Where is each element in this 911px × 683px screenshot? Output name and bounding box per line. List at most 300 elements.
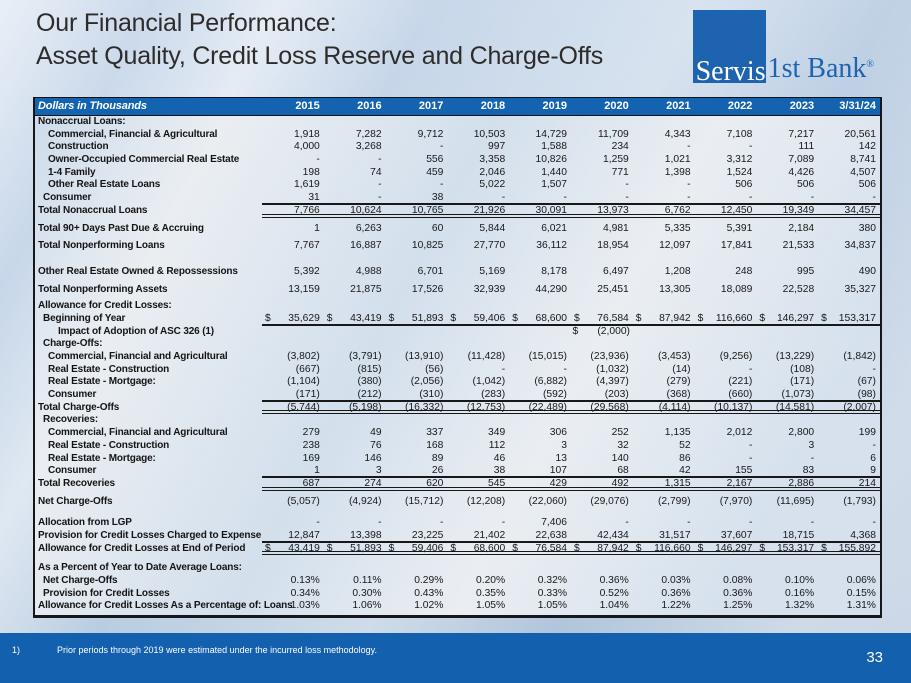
value-cell: 7,767 <box>294 240 320 252</box>
row-label: Total Nonperforming Loans <box>38 240 165 252</box>
column-header: 3/31/24 <box>839 100 876 113</box>
value-cell: (67) <box>857 376 876 388</box>
value-cell: 12,450 <box>720 204 753 216</box>
table-row <box>35 313 880 326</box>
value-cell <box>509 338 571 351</box>
value-cell: - <box>687 192 691 204</box>
value-cell: (11,695) <box>776 495 815 507</box>
value-cell <box>509 414 571 427</box>
value-cell: 11,709 <box>598 128 629 140</box>
value-cell <box>447 326 509 339</box>
value-cell: 506 <box>796 179 815 191</box>
value-cell <box>324 414 386 427</box>
value-cell: (5,057) <box>287 495 320 507</box>
value-cell: 18,715 <box>782 529 815 541</box>
table-row <box>35 453 880 466</box>
value-cell: 0.33% <box>537 587 567 599</box>
value-number: 68,600 <box>535 312 567 324</box>
value-cell <box>509 116 571 129</box>
value-cell: - <box>748 363 753 375</box>
value-cell: 4,343 <box>664 128 691 140</box>
value-cell: 6 <box>870 452 876 464</box>
value-cell: 18,089 <box>720 283 753 295</box>
value-cell <box>818 562 880 575</box>
value-cell <box>756 116 818 129</box>
value-cell: 4,981 <box>603 222 629 234</box>
value-cell: 13,305 <box>659 283 691 295</box>
value-cell: 3 <box>808 439 815 451</box>
dollar-sign: $ <box>697 542 704 554</box>
value-cell: 1 <box>314 222 320 234</box>
value-cell: 20,561 <box>844 128 876 140</box>
value-cell: (4,114) <box>658 401 691 413</box>
value-cell: 32,939 <box>473 283 506 295</box>
value-cell <box>819 326 881 339</box>
value-cell: (3,453) <box>657 351 691 362</box>
value-cell <box>447 300 509 313</box>
value-cell <box>695 562 757 575</box>
value-cell: 25,451 <box>597 283 629 295</box>
value-cell: 0.11% <box>353 575 382 586</box>
value-cell: 2,167 <box>726 477 753 489</box>
value-cell: 14,729 <box>535 128 567 140</box>
value-cell: 74 <box>370 166 382 178</box>
value-cell: (2,056) <box>410 376 444 388</box>
value-cell: (380) <box>357 376 382 388</box>
value-cell: 2,886 <box>788 477 815 489</box>
value-cell: 7,217 <box>788 128 815 140</box>
row-values <box>262 389 880 402</box>
table-row <box>35 284 880 297</box>
value-cell: (2,799) <box>657 495 691 507</box>
value-cell: (15,015) <box>528 351 567 362</box>
column-header: 2018 <box>480 100 506 113</box>
value-cell: 459 <box>426 166 444 178</box>
value-cell <box>818 313 880 324</box>
value-cell: (1,842) <box>843 351 876 362</box>
value-cell <box>756 338 818 351</box>
value-cell <box>386 313 448 324</box>
asset-quality-table <box>33 97 882 618</box>
table-row <box>35 240 880 253</box>
value-cell: 35,327 <box>844 283 876 295</box>
row-label: Construction <box>48 141 109 153</box>
value-cell: 1,398 <box>664 166 691 178</box>
value-cell: 7,282 <box>355 128 382 140</box>
row-label: Total 90+ Days Past Due & Accruing <box>38 222 204 234</box>
table-row <box>35 530 880 543</box>
footer-band <box>0 633 911 683</box>
value-cell: 4,368 <box>850 529 876 541</box>
value-cell: 506 <box>858 179 876 191</box>
value-cell: 0.43% <box>414 587 444 599</box>
value-cell <box>447 543 509 552</box>
value-cell <box>262 326 324 339</box>
value-cell: 23,225 <box>411 529 444 541</box>
column-header: 2016 <box>357 100 382 113</box>
value-cell <box>757 326 819 339</box>
value-cell: 5,391 <box>726 222 753 234</box>
value-cell: 140 <box>611 452 629 464</box>
value-cell <box>633 562 695 575</box>
table-row <box>35 364 880 377</box>
value-cell <box>324 543 386 552</box>
value-cell: 17,526 <box>411 283 444 295</box>
value-cell: 1.03% <box>290 600 320 612</box>
row-values <box>262 284 880 297</box>
value-cell: 274 <box>364 477 382 489</box>
value-cell: 1,524 <box>726 166 753 178</box>
row-label: Commercial, Financial and Agricultural <box>48 427 228 439</box>
value-cell: 30,091 <box>535 204 567 216</box>
value-cell: - <box>748 141 753 153</box>
value-number: 51,893 <box>350 542 382 554</box>
row-label: Beginning of Year <box>43 312 126 324</box>
value-cell: 214 <box>858 477 876 489</box>
table-row <box>35 575 880 588</box>
value-cell: 8,741 <box>850 154 876 166</box>
value-cell: 1,208 <box>664 265 691 277</box>
value-number: 153,317 <box>776 542 815 554</box>
value-cell: 1,440 <box>541 166 567 178</box>
registered-mark: ® <box>866 59 874 70</box>
row-values <box>262 376 880 389</box>
value-cell: 1,259 <box>603 154 629 166</box>
value-cell <box>262 313 324 324</box>
dollar-sign: $ <box>572 325 579 337</box>
table-row <box>35 389 880 402</box>
value-number: 43,419 <box>288 542 320 554</box>
value-cell: 556 <box>426 154 444 166</box>
value-cell: 1,021 <box>664 154 691 166</box>
row-label: Allowance for Credit Losses at End of Period <box>38 542 246 554</box>
row-values <box>262 351 880 364</box>
value-cell: 620 <box>426 477 444 489</box>
value-cell: - <box>378 192 382 204</box>
row-label: Allocation from LGP <box>38 517 132 529</box>
value-cell <box>509 300 571 313</box>
value-cell: 5,169 <box>479 265 506 277</box>
value-cell: (3,802) <box>287 351 320 362</box>
value-cell: 238 <box>302 439 320 451</box>
dollar-sign: $ <box>388 542 395 554</box>
value-cell: 7,089 <box>788 154 815 166</box>
value-cell: 0.15% <box>846 587 876 599</box>
table-row <box>35 600 880 613</box>
value-cell: - <box>872 363 876 375</box>
row-values <box>262 240 880 253</box>
row-label: Consumer <box>43 192 92 204</box>
value-cell: - <box>501 192 506 204</box>
table-row <box>35 129 880 142</box>
table-row <box>35 326 880 339</box>
value-cell: 3,268 <box>355 141 382 153</box>
value-cell: 19,349 <box>782 204 815 216</box>
table-row <box>35 440 880 453</box>
table-row <box>35 223 880 236</box>
value-cell <box>633 313 695 324</box>
value-cell: 0.36% <box>599 575 629 586</box>
column-header: 2022 <box>727 100 753 113</box>
row-values <box>262 427 880 440</box>
dollar-sign: $ <box>450 542 457 554</box>
value-cell: - <box>378 154 382 166</box>
value-cell <box>696 326 758 339</box>
value-cell <box>818 300 880 313</box>
value-cell: 1,507 <box>541 179 567 191</box>
value-cell: (16,332) <box>405 401 444 413</box>
value-cell <box>633 414 695 427</box>
value-cell: 252 <box>611 427 629 439</box>
value-cell: 32 <box>617 439 629 451</box>
row-label: Net Charge-Offs <box>43 575 118 586</box>
value-cell: 68 <box>617 465 629 477</box>
header-year-cells <box>262 98 880 115</box>
dollar-sign: $ <box>697 312 704 324</box>
value-cell: 21,875 <box>350 283 382 295</box>
value-cell: 0.06% <box>846 575 876 586</box>
row-label: Total Charge-Offs <box>38 401 120 413</box>
value-cell: 21,533 <box>782 240 815 252</box>
table-row <box>35 414 880 427</box>
value-cell: 248 <box>735 265 753 277</box>
value-cell <box>324 313 386 324</box>
value-cell <box>262 338 324 351</box>
value-cell <box>695 300 757 313</box>
value-cell: - <box>810 517 815 529</box>
value-cell: - <box>316 154 320 166</box>
value-cell: 36,112 <box>536 240 567 252</box>
value-cell: (56) <box>425 363 444 375</box>
value-cell: 76 <box>370 439 382 451</box>
column-header: 2021 <box>666 100 691 113</box>
value-cell: - <box>687 179 691 191</box>
value-cell: - <box>872 517 876 529</box>
value-cell: (29,076) <box>590 495 629 507</box>
table-row <box>35 402 880 415</box>
dollar-sign: $ <box>265 542 271 554</box>
value-cell: (12,753) <box>466 401 506 413</box>
value-cell: (23,936) <box>590 351 629 362</box>
value-cell <box>509 313 571 324</box>
value-cell: 89 <box>431 452 444 464</box>
value-cell <box>695 414 757 427</box>
value-cell: 13,398 <box>350 529 382 541</box>
value-cell: 5,392 <box>294 265 320 277</box>
value-cell <box>633 543 695 552</box>
value-cell: 22,528 <box>782 283 815 295</box>
value-cell: 52 <box>679 439 691 451</box>
table-row <box>35 427 880 440</box>
row-label: As a Percent of Year to Date Average Loans: <box>38 562 242 574</box>
table-row <box>35 351 880 364</box>
value-cell <box>324 116 386 129</box>
value-cell: 17,841 <box>720 240 753 252</box>
value-number: 43,419 <box>350 312 382 324</box>
value-cell <box>756 562 818 575</box>
value-cell: (108) <box>790 363 815 375</box>
value-cell: - <box>378 179 382 191</box>
table-row <box>35 167 880 180</box>
value-cell: 1.05% <box>475 600 506 612</box>
value-cell: 1.31% <box>846 600 876 612</box>
row-label: Real Estate - Mortgage: <box>48 376 156 388</box>
value-cell: - <box>810 452 815 464</box>
value-cell <box>571 562 633 575</box>
value-cell <box>633 300 695 313</box>
value-cell <box>324 300 386 313</box>
value-cell: (592) <box>542 389 567 401</box>
dollar-sign: $ <box>450 312 457 324</box>
value-cell: 0.20% <box>475 575 506 586</box>
table-row <box>35 338 880 351</box>
row-label: Commercial, Financial and Agricultural <box>48 351 228 362</box>
value-cell <box>262 300 324 313</box>
value-cell: 995 <box>796 265 815 277</box>
value-cell <box>386 300 448 313</box>
value-cell: (310) <box>419 389 444 401</box>
row-label: Real Estate - Construction <box>48 363 170 375</box>
logo-text-servis: Servis <box>695 56 766 87</box>
value-cell: 1,918 <box>294 128 320 140</box>
table-row <box>35 517 880 530</box>
value-cell: 34,457 <box>844 204 876 216</box>
value-cell: 12,847 <box>288 529 320 541</box>
value-cell: 111 <box>798 141 815 153</box>
row-values <box>262 600 880 613</box>
value-cell: 1,315 <box>664 477 691 489</box>
value-cell: 6,263 <box>355 222 382 234</box>
row-label: Total Nonaccrual Loans <box>38 204 148 216</box>
value-cell <box>695 338 757 351</box>
value-cell: 492 <box>611 477 629 489</box>
value-cell <box>386 543 448 552</box>
value-cell: 0.32% <box>537 575 567 586</box>
row-values <box>262 129 880 142</box>
value-cell: 44,290 <box>535 283 567 295</box>
value-cell <box>695 116 757 129</box>
value-cell: (14,581) <box>775 401 815 413</box>
value-cell: 13,973 <box>597 204 629 216</box>
value-cell: (283) <box>481 389 506 401</box>
row-label: Allowance for Credit Losses As a Percentage of: Loans <box>38 600 293 612</box>
value-cell: (13,229) <box>775 351 815 362</box>
value-cell <box>818 543 880 552</box>
value-number: 51,893 <box>411 312 444 324</box>
value-cell: 0.36% <box>661 587 691 599</box>
dollar-sign: $ <box>326 542 333 554</box>
row-values <box>262 588 880 601</box>
value-cell: (15,712) <box>405 495 444 507</box>
row-values <box>262 530 880 543</box>
value-cell: 0.03% <box>661 575 691 586</box>
value-number: 87,942 <box>597 542 629 554</box>
value-cell: 1 <box>314 465 320 477</box>
dollar-sign: $ <box>573 542 580 554</box>
row-label: Net Charge-Offs <box>38 495 113 507</box>
table-row <box>35 465 880 478</box>
value-cell <box>570 326 635 339</box>
row-label: Nonaccrual Loans: <box>38 116 126 127</box>
value-cell: 337 <box>426 427 444 439</box>
value-cell: 3 <box>375 465 382 477</box>
table-row <box>35 376 880 389</box>
table-row <box>35 116 880 129</box>
row-values <box>262 465 880 478</box>
value-cell: (13,910) <box>405 351 444 362</box>
value-cell: 49 <box>370 427 382 439</box>
value-cell <box>633 116 695 129</box>
value-cell: 8,178 <box>541 265 567 277</box>
dollar-sign: $ <box>573 312 580 324</box>
value-cell: (1,032) <box>596 363 629 375</box>
value-cell: - <box>378 517 382 529</box>
row-label: 1-4 Family <box>48 166 96 178</box>
value-cell: (221) <box>728 376 753 388</box>
value-cell: 168 <box>426 439 444 451</box>
value-cell: 4,507 <box>850 166 876 178</box>
dollar-sign: $ <box>512 312 518 324</box>
value-cell: 687 <box>302 477 320 489</box>
value-cell: 5,022 <box>479 179 506 191</box>
value-cell: (10,137) <box>714 401 753 413</box>
value-cell: 380 <box>858 222 876 234</box>
row-label: Owner-Occupied Commercial Real Estate <box>48 154 240 166</box>
value-cell: - <box>810 192 815 204</box>
value-cell <box>571 338 633 351</box>
value-cell: 0.10% <box>784 575 815 586</box>
row-label: Provision for Credit Losses <box>43 587 170 599</box>
value-cell: (14) <box>672 363 691 375</box>
value-number: (2,000) <box>597 325 630 337</box>
value-cell: - <box>748 192 753 204</box>
value-cell: - <box>439 141 444 153</box>
dollar-sign: $ <box>326 312 333 324</box>
value-cell: (5,744) <box>287 401 320 413</box>
value-cell: 10,503 <box>473 128 506 140</box>
value-cell: 10,825 <box>411 240 444 252</box>
value-cell: 3 <box>561 439 567 451</box>
value-number: 116,660 <box>715 312 753 324</box>
value-cell: - <box>563 363 567 375</box>
value-cell: 26 <box>431 465 444 477</box>
value-cell: 1.32% <box>784 600 815 612</box>
value-cell <box>634 326 696 339</box>
value-cell: 506 <box>735 179 753 191</box>
value-cell: 31 <box>308 192 320 204</box>
value-cell <box>818 338 880 351</box>
row-values <box>262 562 880 575</box>
row-label: Other Real Estate Loans <box>48 179 161 191</box>
row-values <box>262 167 880 180</box>
value-cell: - <box>563 192 567 204</box>
value-cell: 1.04% <box>599 600 629 612</box>
value-cell <box>262 414 324 427</box>
value-cell: 545 <box>488 477 506 489</box>
value-number: 153,317 <box>838 312 876 324</box>
value-cell: 4,000 <box>294 141 320 153</box>
value-number: 146,297 <box>776 312 815 324</box>
value-cell: 60 <box>431 222 444 234</box>
value-cell: 13 <box>555 452 567 464</box>
value-number: 76,584 <box>597 312 629 324</box>
row-label: Commercial, Financial & Agricultural <box>48 128 218 140</box>
column-header: 2017 <box>418 100 444 113</box>
value-cell: 16,887 <box>350 240 382 252</box>
row-label: Other Real Estate Owned & Repossessions <box>38 265 238 277</box>
value-cell: 142 <box>858 141 876 153</box>
value-cell: 1,588 <box>541 141 567 153</box>
